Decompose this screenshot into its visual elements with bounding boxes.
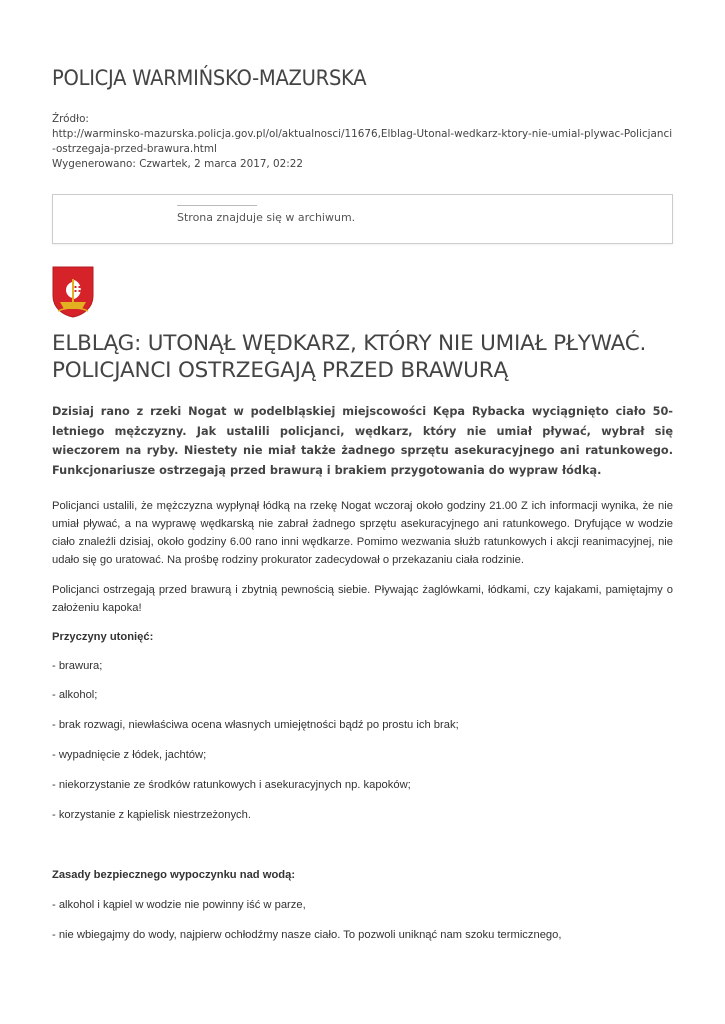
- article-lead: Dzisiaj rano z rzeki Nogat w podelbląskiej miejscowości Kępa Rybacka wyciągnięto ciało 50-letniego mężczyzny. Jak ustalili policjanci, wędkarz, który nie umiał pływać, wybrał się wieczorem na ryby. Niestety nie miał także żadnego sprzętu asekuracyjnego ani ratunkowego. Funkcjonariusze ostrzegają przed brawurą i brakiem przygotowania do wypraw łódką.: [52, 405, 673, 477]
- source-label: Źródło:: [52, 113, 89, 125]
- list-item: - alkohol;: [52, 689, 98, 701]
- source-url: http://warminsko-mazurska.policja.gov.pl/ol/aktualnosci/11676,Elblag-Utonal-wedkarz-ktory-nie-umial-plywac-Policjanci-ostrzegaja-przed-brawura.html: [52, 128, 673, 155]
- list-item: - brawura;: [52, 660, 103, 672]
- archive-notice-box: [52, 194, 673, 244]
- archive-divider: [177, 205, 257, 206]
- article-paragraph-1: Policjanci ustalili, że mężczyzna wypłynął łódką na rzekę Nogat wczoraj około godziny 21.00 Z ich informacji wynika, że nie umiał pływać, a na wyprawę wędkarską nie zabrał żadnego sprzętu asekuracyjnego ani ratunkowego. Dryfujące w wodzie ciało znaleźli dzisiaj, około godziny 6.00 rano inni wędkarze. Pomimo wezwania służb ratunkowych i akcji reanimacyjnej, nie udało się go uratować. Na prośbę rodziny prokurator zadecydował o przekazaniu ciała rodzinie.: [52, 500, 673, 566]
- list-item: - nie wbiegajmy do wody, najpierw ochłodźmy nasze ciało. To pozwoli uniknąć nam szoku termicznego,: [52, 929, 562, 941]
- list-item: - niekorzystanie ze środków ratunkowych i asekuracyjnych np. kapoków;: [52, 779, 411, 791]
- rules-heading: Zasady bezpiecznego wypoczynku nad wodą:: [52, 869, 296, 881]
- elblag-coat-of-arms-icon: [52, 266, 94, 318]
- archive-notice: Strona znajduje się w archiwum.: [177, 211, 356, 224]
- list-item: - wypadnięcie z łódek, jachtów;: [52, 749, 207, 761]
- site-title: POLICJA WARMIŃSKO-MAZURSKA: [52, 66, 367, 90]
- list-item: - alkohol i kąpiel w wodzie nie powinny iść w parze,: [52, 899, 306, 911]
- article-paragraph-2: Policjanci ostrzegają przed brawurą i zbytnią pewnością siebie. Pływając żaglówkami, łódkami, czy kajakami, pamiętajmy o założeniu kapoka!: [52, 584, 673, 614]
- article-title: ELBLĄG: UTONĄŁ WĘDKARZ, KTÓRY NIE UMIAŁ PŁYWAĆ. POLICJANCI OSTRZEGAJĄ PRZED BRAWURĄ: [52, 331, 647, 383]
- source-meta: [52, 112, 673, 172]
- list-item: - korzystanie z kąpielisk niestrzeżonych.: [52, 809, 251, 821]
- causes-heading: Przyczyny utonięć:: [52, 631, 154, 643]
- list-item: - brak rozwagi, niewłaściwa ocena własnych umiejętności bądź po prostu ich brak;: [52, 719, 459, 731]
- generated-date: Wygenerowano: Czwartek, 2 marca 2017, 02:22: [52, 158, 303, 170]
